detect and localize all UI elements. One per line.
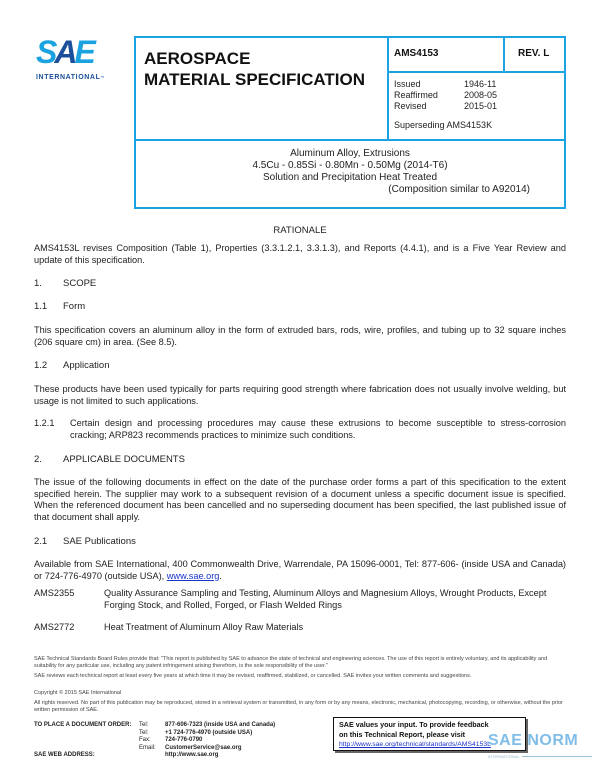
date-value: 2008-05 <box>464 90 498 100</box>
reference-code: AMS2355 <box>34 588 75 598</box>
contact-row <box>139 745 275 753</box>
logo-subtitle-text: INTERNATIONAL <box>36 74 101 81</box>
contact-value: 877-606-7323 (inside USA and Canada) <box>165 722 276 728</box>
divider <box>503 38 505 72</box>
date-label: Issued <box>394 79 421 89</box>
section-text: Certain design and processing procedures may cause these extrusions to become susceptible to stress-corrosion cracking; ARP823 recommends practices to minimize such conditions. <box>70 418 566 440</box>
logo-letter-a: A <box>54 34 75 70</box>
reference-row <box>34 588 566 611</box>
section-number: 2. <box>34 454 42 465</box>
watermark-logo <box>488 732 600 772</box>
section-number: 1. <box>34 278 42 289</box>
subject-line-1: Aluminum Alloy, Extrusions <box>290 148 410 159</box>
title-line-2: MATERIAL SPECIFICATION <box>144 70 365 89</box>
contact-label: Tel: <box>139 729 149 736</box>
section-number: 1.2.1 <box>34 418 55 428</box>
sae-logo <box>34 36 114 86</box>
feedback-line-2: on this Technical Report, please visit <box>339 729 466 739</box>
date-label: Reaffirmed <box>394 90 438 100</box>
punctuation: . <box>219 570 222 581</box>
rationale-text: AMS4153L revises Composition (Table 1), Properties (3.3.1.2.1, 3.3.1.3), and Reports (4.4.1), and is a Five Year Review and update of this specification. <box>34 243 566 265</box>
section-1-1-heading <box>34 301 85 312</box>
section-title: SCOPE <box>63 278 97 289</box>
reference-title: Quality Assurance Sampling and Testing, Aluminum Alloys and Magnesium Alloys, Wrought Products, Except Forging Stock, and Rolled, Forged, or Flash Welded Rings <box>104 588 547 610</box>
contact-row <box>139 730 275 738</box>
section-1-2-text: These products have been used typically for parts requiring good strength where fabrication does not usually involve welding, but usage is not limited to such applications. <box>34 384 566 406</box>
section-2-1-text <box>34 559 566 582</box>
contact-value: CustomerService@sae.org <box>165 744 242 751</box>
publisher-address: Available from SAE International, 400 Commonwealth Drive, Warrendale, PA 15096-0001, Tel: 877-606- (inside USA and Canada) or 724-776-4970 (outside USA), <box>34 559 566 581</box>
subject-line-3: Solution and Precipitation Heat Treated <box>263 172 437 183</box>
section-number: 1.2 <box>34 360 48 371</box>
footer-copyright: Copyright © 2015 SAE International <box>34 690 122 696</box>
section-1-1-text: This specification covers an aluminum alloy in the form of extruded bars, rods, wire, profiles, and tubing up to 32 square inches (206 square cm) in area. (See 8.5). <box>34 325 566 347</box>
date-value: 2015-01 <box>464 101 498 111</box>
rationale-heading: RATIONALE <box>273 225 327 236</box>
date-label: Revised <box>394 101 427 111</box>
divider <box>387 71 566 73</box>
section-1-2-heading <box>34 360 109 371</box>
section-title: APPLICABLE DOCUMENTS <box>63 454 185 465</box>
sae-website-link[interactable]: www.sae.org <box>166 570 220 581</box>
section-number: 1.1 <box>34 301 48 312</box>
contact-row-web <box>139 752 275 760</box>
divider <box>387 38 389 139</box>
contact-row <box>139 737 275 745</box>
reference-code: AMS2772 <box>34 622 75 632</box>
watermark-line <box>522 756 592 757</box>
sae-logo-mark <box>36 36 93 68</box>
date-row-issued <box>394 79 497 90</box>
order-label: TO PLACE A DOCUMENT ORDER: <box>34 722 132 728</box>
logo-letter-e: E <box>74 34 93 70</box>
contact-label: Email: <box>139 744 156 751</box>
contact-value: 724-776-0790 <box>165 737 203 743</box>
feedback-line-1: SAE values your input. To provide feedback <box>339 720 489 729</box>
logo-letter-s: S <box>36 34 55 70</box>
section-title: Form <box>63 301 86 312</box>
trademark-icon: ™ <box>100 75 106 80</box>
date-row-revised <box>394 101 497 112</box>
reference-title: Heat Treatment of Aluminum Alloy Raw Materials <box>104 622 304 632</box>
date-value: 1946-11 <box>464 79 497 89</box>
spec-header-box <box>134 36 566 209</box>
subject-line-2: 4.5Cu - 0.85Si - 0.80Mn - 0.50Mg (2014-T6) <box>252 160 448 171</box>
date-history <box>394 79 497 112</box>
watermark-subtext: INTERNATIONAL <box>488 754 520 759</box>
web-address-label: SAE WEB ADDRESS: <box>34 752 95 758</box>
spec-type-title <box>144 48 365 90</box>
web-address-value: http://www.sae.org <box>165 752 219 758</box>
contact-label: Tel: <box>139 722 149 728</box>
section-2-heading <box>34 454 185 465</box>
divider <box>136 139 564 141</box>
footer-notice-1: SAE Technical Standards Board Rules provide that: "This report is published by SAE to advance the state of technical and engineering sciences. The use of this report is entirely voluntary, and its applicability and suitability for any particular use, including any patent infringement arising therefrom, is the sole responsibility of the user." <box>34 656 548 669</box>
section-title: Application <box>63 360 110 371</box>
contact-row <box>139 722 275 730</box>
footer-notice-2: SAE reviews each technical report at least every five years at which time it may be revised, reaffirmed, stabilized, or cancelled. SAE invites your written comments and suggestions. <box>34 673 472 679</box>
contact-value: +1 724-776-4970 (outside USA) <box>165 729 253 736</box>
revision-label: REV. L <box>518 48 550 59</box>
logo-subtitle <box>36 74 105 81</box>
superseding-note: Superseding AMS4153K <box>394 120 493 130</box>
material-subject <box>136 148 564 196</box>
section-2-text: The issue of the following documents in effect on the date of the purchase order forms a part of this specification to the extent specified herein. The supplier may work to a subsequent revision of a document unless a specific document issue is specified. When the referenced document has been cancelled and no superseding document has been specified, the last published issue of that document shall apply. <box>34 477 566 522</box>
section-number: 2.1 <box>34 536 48 547</box>
section-2-1-heading <box>34 536 136 547</box>
watermark-text: SAE NORM <box>488 732 579 749</box>
date-row-reaffirmed <box>394 90 497 101</box>
feedback-link[interactable]: http://www.sae.org/technical/standards/AMS4153L <box>339 741 491 748</box>
footer-rights: All rights reserved. No part of this publication may be reproduced, stored in a retrieval system or transmitted, in any form or by any means, electronic, mechanical, photocopying, recording, or otherwise, without the prior written permission of SAE. <box>34 700 563 713</box>
reference-row <box>34 622 566 634</box>
document-number: AMS4153 <box>394 48 439 59</box>
section-title: SAE Publications <box>63 536 136 547</box>
subject-line-4: (Composition similar to A92014) <box>388 184 530 195</box>
title-line-1: AEROSPACE <box>144 49 251 68</box>
contact-label: Fax: <box>139 737 151 743</box>
section-1-heading <box>34 278 96 289</box>
order-contacts <box>139 722 275 760</box>
section-1-2-1 <box>34 418 566 441</box>
